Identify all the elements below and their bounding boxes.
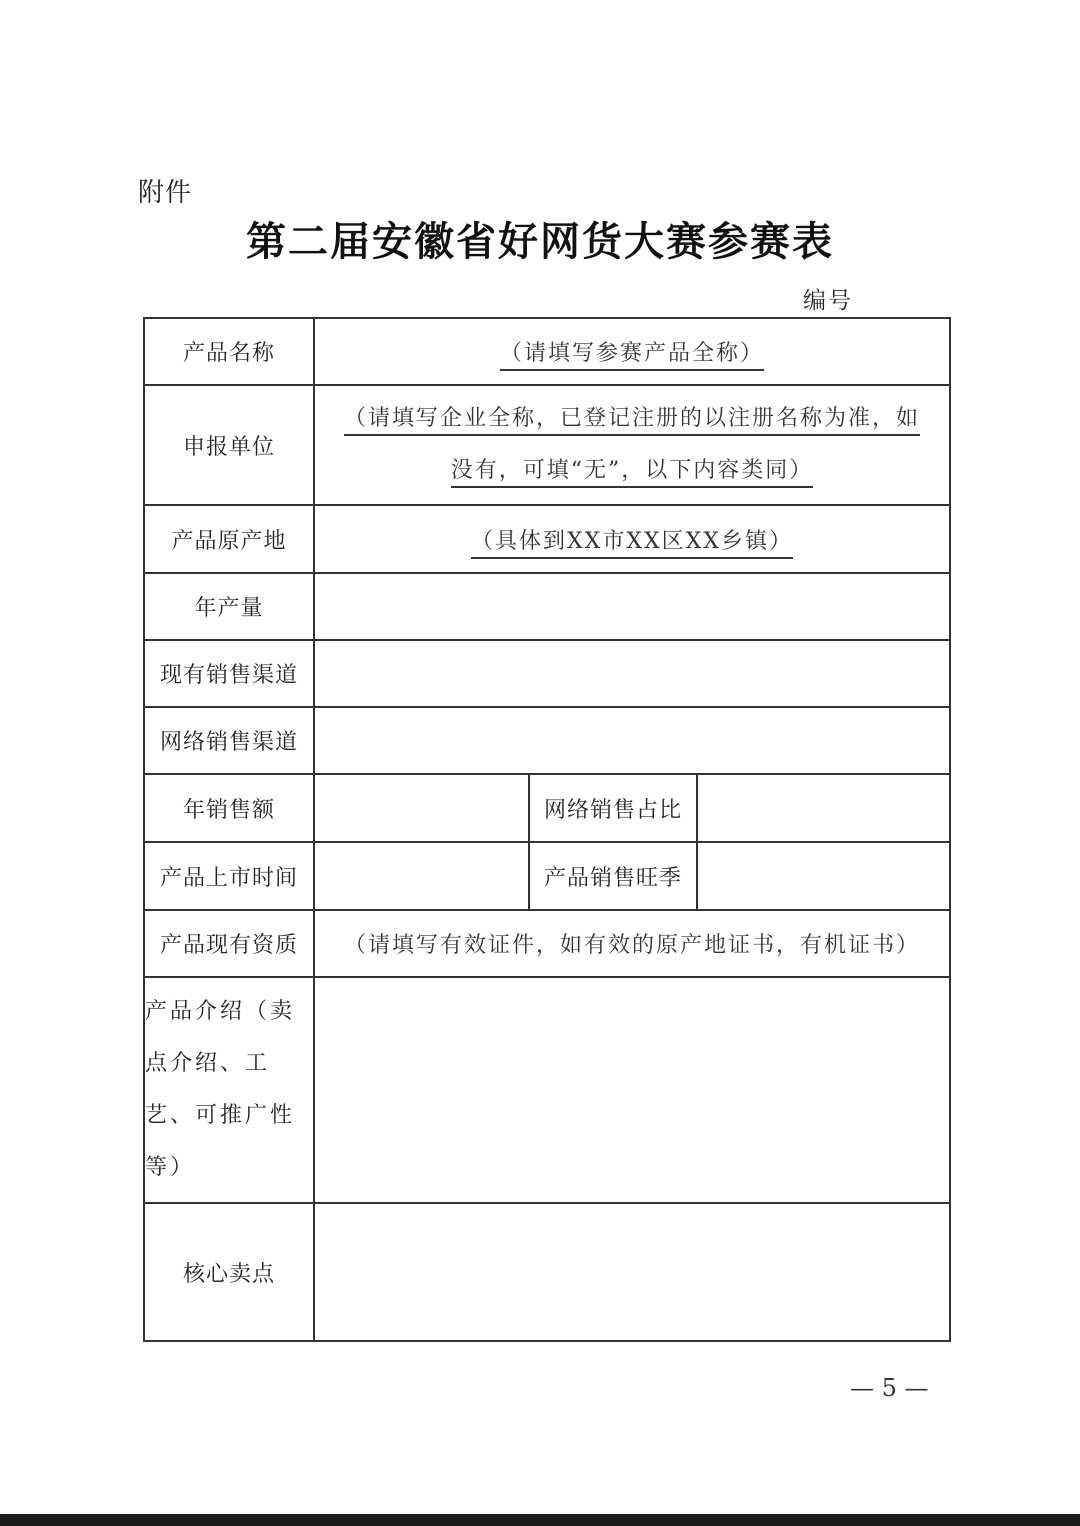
qualifications-label: 产品现有资质 (144, 910, 314, 977)
row-product-name (144, 318, 950, 385)
core-selling-points-field[interactable] (314, 1203, 950, 1341)
row-online-channels (144, 707, 950, 774)
applicant-field[interactable] (314, 385, 950, 505)
page-title: 第二届安徽省好网货大赛参赛表 (246, 218, 834, 265)
online-channels-label: 网络销售渠道 (144, 707, 314, 774)
annual-output-field[interactable] (314, 573, 950, 640)
annual-sales-label: 年销售额 (144, 774, 314, 842)
row-core-selling-points (144, 1203, 950, 1341)
attachment-label: 附件 (138, 178, 193, 208)
annual-output-label: 年产量 (144, 573, 314, 640)
online-share-label: 网络销售占比 (529, 774, 697, 842)
row-annual-output (144, 573, 950, 640)
launch-time-label: 产品上市时间 (144, 842, 314, 910)
core-selling-points-label: 核心卖点 (144, 1203, 314, 1341)
current-channels-field[interactable] (314, 640, 950, 707)
product-name-label: 产品名称 (144, 318, 314, 385)
current-channels-label: 现有销售渠道 (144, 640, 314, 707)
product-name-field[interactable] (314, 318, 950, 385)
launch-time-field[interactable] (314, 842, 529, 910)
qualifications-field[interactable] (314, 910, 950, 977)
annual-sales-field[interactable] (314, 774, 529, 842)
origin-label: 产品原产地 (144, 505, 314, 573)
row-launch (144, 842, 950, 910)
row-current-channels (144, 640, 950, 707)
row-qualifications (144, 910, 950, 977)
origin-field[interactable] (314, 505, 950, 573)
row-introduction (144, 977, 950, 1203)
peak-season-label: 产品销售旺季 (529, 842, 697, 910)
qualifications-hint: （请填写有效证件，如有效的原产地证书，有机证书） (343, 933, 920, 958)
row-origin (144, 505, 950, 573)
serial-number-label: 编号 (803, 288, 853, 314)
introduction-label: 产品介绍（卖点介绍、工艺、可推广性等） (144, 977, 314, 1203)
origin-hint: （具体到XX市XX区XX乡镇） (471, 529, 793, 559)
page-number: — 5 — (850, 1374, 929, 1402)
online-channels-field[interactable] (314, 707, 950, 774)
product-name-hint: （请填写参赛产品全称） (500, 341, 764, 371)
online-share-field[interactable] (697, 774, 950, 842)
bottom-bar (0, 1514, 1080, 1526)
applicant-hint-line1: （请填写企业全称，已登记注册的以注册名称为准，如 (344, 406, 920, 436)
entry-form-table (143, 317, 951, 1342)
applicant-hint-line2: 没有，可填“无”，以下内容类同） (451, 458, 814, 488)
peak-season-field[interactable] (697, 842, 950, 910)
applicant-label: 申报单位 (144, 385, 314, 505)
row-applicant (144, 385, 950, 505)
introduction-field[interactable] (314, 977, 950, 1203)
row-sales (144, 774, 950, 842)
